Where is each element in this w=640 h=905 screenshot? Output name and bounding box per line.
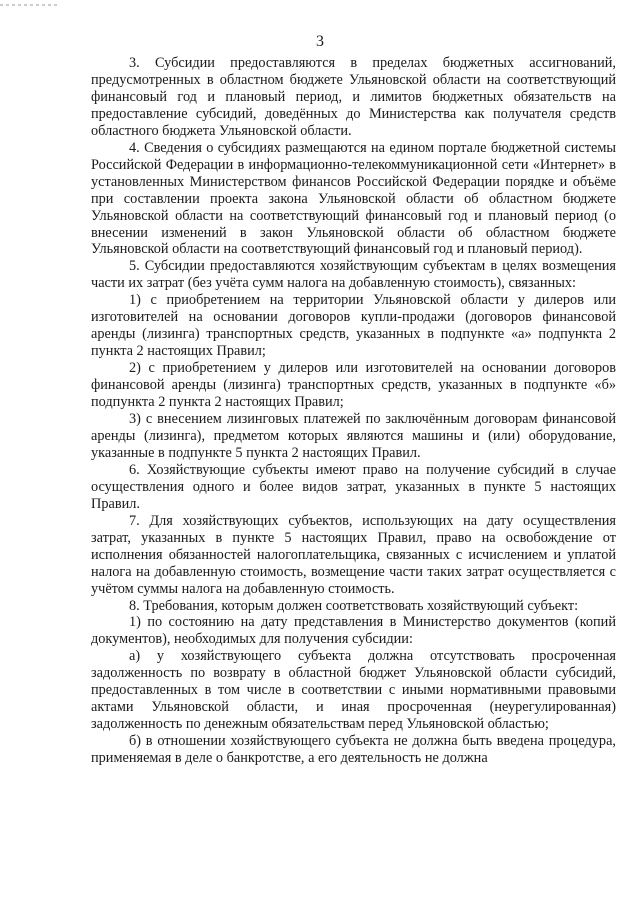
paragraph-8-item-1: 1) по состоянию на дату представления в Министерство документов (копий документов), необходимых для получения субсидии:	[91, 614, 616, 648]
document-body	[91, 55, 616, 767]
paragraph-8: 8. Требования, которым должен соответствовать хозяйствующий субъект:	[129, 597, 579, 614]
paragraph-8-item-1-a: а) у хозяйствующего субъекта должна отсутствовать просроченная задолженность по возврату в областной бюджет Ульяновской области субсидий, предоставленных в том числе в соответствии с иными нормативными правовыми актами Ульяновской области, и иная просроченная (неурегулированная) задолженность по денежным обязательствам перед Ульяновской областью;	[91, 648, 616, 733]
paragraph-7: 7. Для хозяйствующих субъектов, использующих на дату осуществления затрат, указанных в пункте 5 настоящих Правил, право на освобождение от исполнения обязанностей налогоплательщика, связанных с исчислением и уплатой налога на добавленную стоимость, возмещение части таких затрат осуществляется с учётом суммы налога на добавленную стоимость.	[91, 512, 616, 597]
paragraph-5-item-2: 2) с приобретением у дилеров или изготовителей на основании договоров финансовой аренды (лизинга) транспортных средств, указанных в подпункте «б» подпункта 2 пункта 2 настоящих Правил;	[91, 360, 616, 411]
paragraph-5-item-3: 3) с внесением лизинговых платежей по заключённым договорам финансовой аренды (лизинга), предметом которых являются машины и (или) оборудование, указанные в подпункте 5 пункта 2 настоящих Правил.	[91, 411, 616, 461]
page-number: 3	[316, 33, 324, 50]
paragraph-8-item-1-b: б) в отношении хозяйствующего субъекта не должна быть введена процедура, применяемая в деле о банкротстве, а его деятельность не должна	[91, 733, 616, 767]
paragraph-6: 6. Хозяйствующие субъекты имеют право на получение субсидий в случае осуществления одного и более видов затрат, указанных в пункте 5 настоящих Правил.	[91, 461, 616, 512]
scan-artifact	[0, 4, 60, 6]
paragraph-4: 4. Сведения о субсидиях размещаются на едином портале бюджетной системы Российской Федерации в информационно-телекоммуникационной сети «Интернет» в установленных Министерством финансов Российской Федерации порядке и объёме при составлении проекта закона Ульяновской области об областном бюджете Ульяновской области на соответствующий финансовый год и плановый период (о внесении изменений в закон Ульяновской области об областном бюджете Ульяновской области на соответствующий финансовый год и плановый период).	[91, 139, 616, 258]
paragraph-5: 5. Субсидии предоставляются хозяйствующим субъектам в целях возмещения части их затрат (без учёта сумм налога на добавленную стоимость), связанных:	[91, 258, 616, 292]
paragraph-3: 3. Субсидии предоставляются в пределах бюджетных ассигнований, предусмотренных в областном бюджете Ульяновской области на соответствующий финансовый год и плановый период, и лимитов бюджетных обязательств на предоставление субсидий, доведённых до Министерства как получателя средств областного бюджета Ульяновской области.	[91, 55, 616, 139]
paragraph-5-item-1: 1) с приобретением на территории Ульяновской области у дилеров или изготовителей на основании договоров купли-продажи (договоров финансовой аренды (лизинга) транспортных средств, указанных в подпункте «а» подпункта 2 пункта 2 настоящих Правил;	[91, 292, 616, 360]
